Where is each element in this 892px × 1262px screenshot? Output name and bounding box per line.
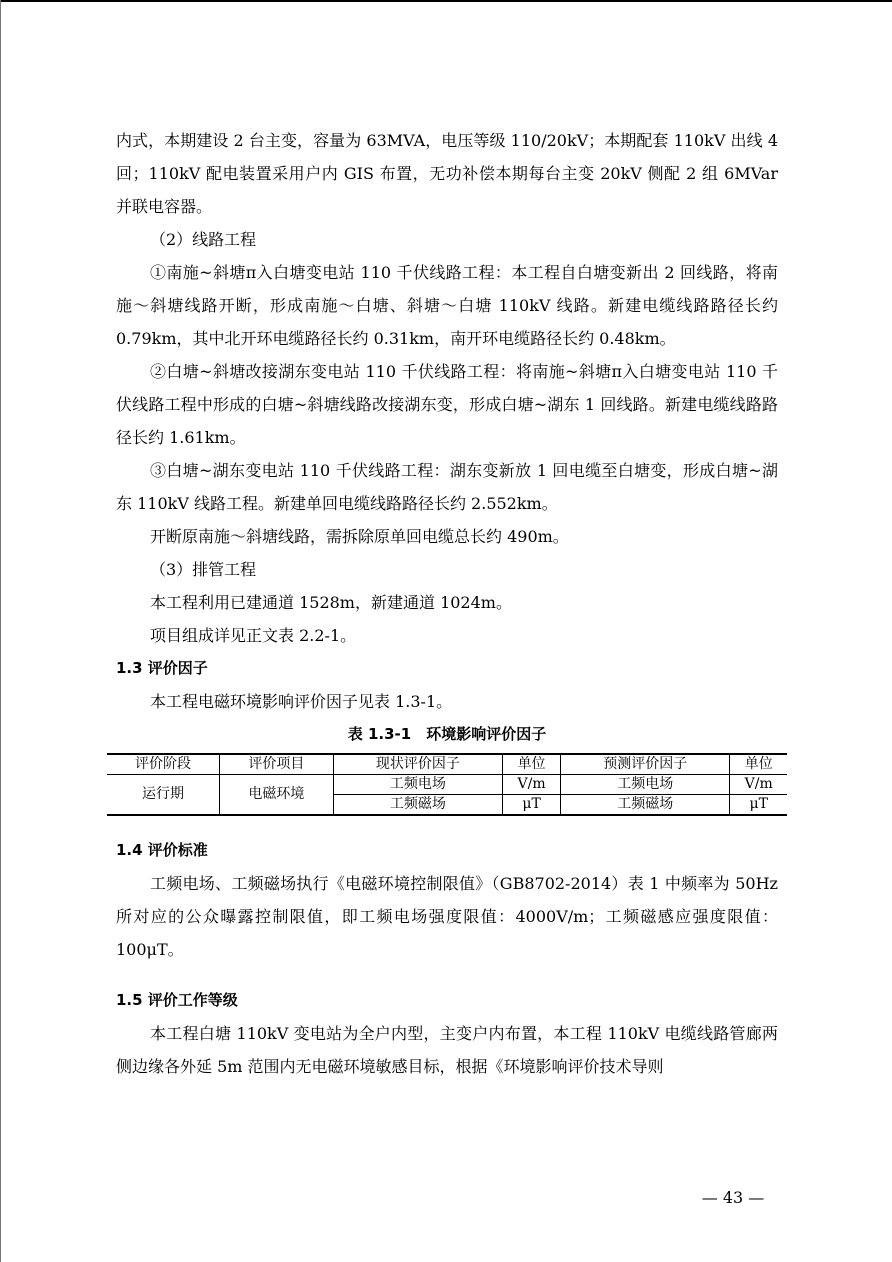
table-cell: V/m (503, 775, 561, 795)
table-cell-stage: 运行期 (107, 775, 220, 816)
table-header-cell: 单位 (730, 754, 787, 775)
table-cell: V/m (730, 775, 787, 795)
section-heading-1-5: 1.5 评价工作等级 (116, 991, 238, 1009)
paragraph-1-5: 本工程白塘 110kV 变电站为全户内型，主变户内布置，本工程 110kV 电缆线路管廊两侧边缘各外延 5m 范围内无电磁环境敏感目标，根据《环境影响评价技术导则 (116, 1024, 778, 1076)
page-content (116, 124, 778, 1083)
page-left-border (0, 0, 1, 1262)
table-cell: 工频磁场 (333, 795, 502, 816)
table-cell: μT (730, 795, 787, 816)
paragraph-1-4: 工频电场、工频磁场执行《电磁环境控制限值》（GB8702-2014）表 1 中频率为 50Hz 所对应的公众曝露控制限值，即工频电场强度限值：4000V/m；工频磁感应强度限值：100μT。 (116, 874, 778, 959)
page-top-border (0, 0, 892, 2)
table-caption: 表 1.3-1 环境影响评价因子 (347, 725, 547, 743)
subheading-duct-works: （3）排管工程 (150, 560, 257, 579)
table-cell: 工频磁场 (561, 795, 730, 816)
table-header-cell: 现状评价因子 (333, 754, 502, 775)
paragraph-demolition: 开断原南施～斜塘线路，需拆除原单回电缆总长约 490m。 (150, 527, 569, 546)
page-number: — 43 — (701, 1188, 765, 1207)
table-header-cell: 评价项目 (220, 754, 334, 775)
paragraph-line-1: ①南施~斜塘π入白塘变电站 110 千伏线路工程：本工程自白塘变新出 2 回线路，将南施～斜塘线路开断，形成南施～白塘、斜塘～白塘 110kV 线路。新建电缆线路路径长约 0.79km，其中北开环电缆路径长约 0.31km，南开环电缆路径长约 0.48km。 (116, 263, 778, 348)
paragraph-1-3: 本工程电磁环境影响评价因子见表 1.3-1。 (150, 692, 453, 711)
paragraph-line-3: ③白塘~湖东变电站 110 千伏线路工程：湖东变新放 1 回电缆至白塘变，形成白塘~湖东 110kV 线路工程。新建单回电缆线路路径长约 2.552km。 (116, 461, 778, 513)
section-heading-1-3: 1.3 评价因子 (116, 659, 208, 677)
subheading-line-works: （2）线路工程 (150, 230, 257, 249)
spacer (116, 816, 778, 834)
paragraph-composition-ref: 项目组成详见正文表 2.2-1。 (150, 626, 357, 645)
table-header-cell: 评价阶段 (107, 754, 220, 775)
paragraph-line-2: ②白塘~斜塘改接湖东变电站 110 千伏线路工程：将南施~斜塘π入白塘变电站 110 千伏线路工程中形成的白塘~斜塘线路改接湖东变，形成白塘~湖东 1 回线路。新建电缆线路路径长约 1.61km。 (116, 362, 778, 447)
table-header-cell: 预测评价因子 (561, 754, 730, 775)
paragraph-duct: 本工程利用已建通道 1528m，新建通道 1024m。 (150, 593, 512, 612)
paragraph-substation-continued: 内式，本期建设 2 台主变，容量为 63MVA，电压等级 110/20kV；本期配套 110kV 出线 4 回；110kV 配电装置采用户内 GIS 布置，无功补偿本期每台主变 20kV 侧配 2 组 6MVar 并联电容器。 (116, 131, 778, 216)
table-header-cell: 单位 (503, 754, 561, 775)
table-cell: μT (503, 795, 561, 816)
table-cell: 工频电场 (561, 775, 730, 795)
table-header-row (107, 754, 787, 775)
section-heading-1-4: 1.4 评价标准 (116, 841, 208, 859)
spacer (116, 966, 778, 984)
table-cell-item: 电磁环境 (220, 775, 334, 816)
evaluation-factor-table (107, 753, 787, 816)
table-cell: 工频电场 (333, 775, 502, 795)
table-row (107, 775, 787, 795)
